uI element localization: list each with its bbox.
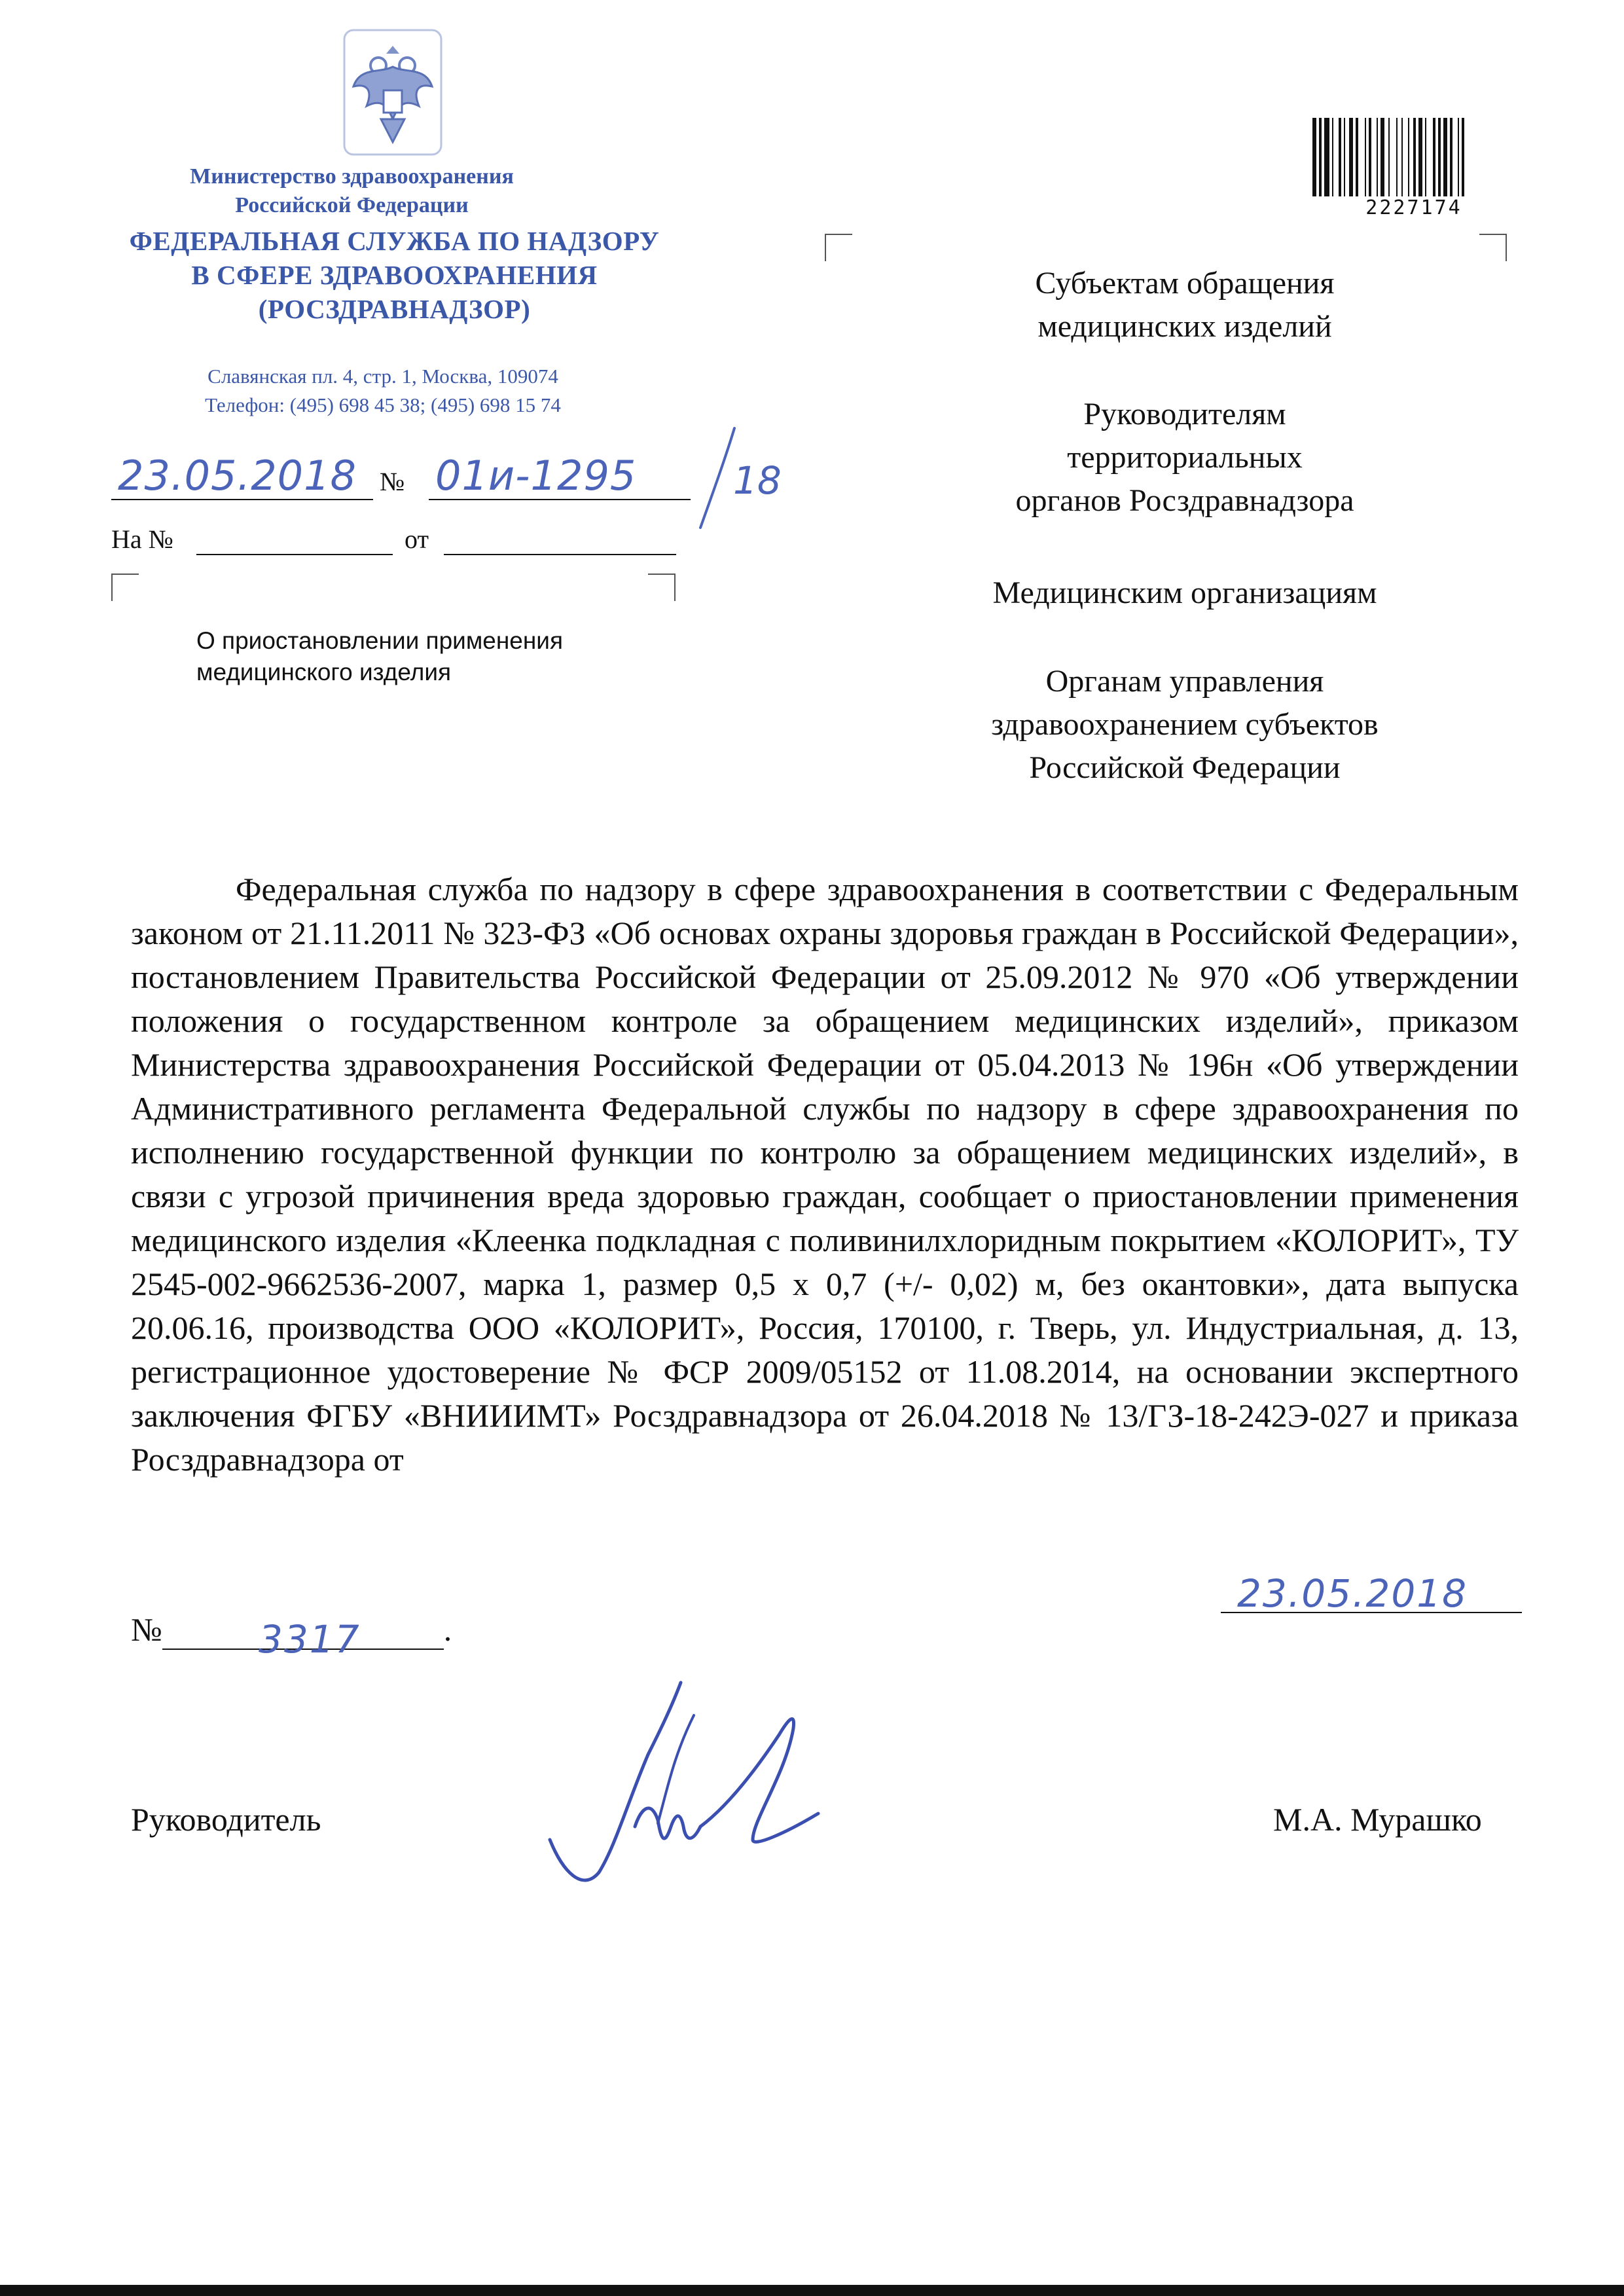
recipient-block [890,660,1479,790]
order-date-underline [1221,1612,1522,1613]
recipient-line: Руководителям [1083,397,1286,431]
registration-number-underline [429,499,691,500]
subject-bracket-right [648,574,676,601]
registration-date: 23.05.2018 [118,452,357,500]
recipient-line: Российской Федерации [1029,750,1341,785]
service-name [111,224,677,326]
letterhead-address [111,362,655,420]
order-number-label: № [131,1611,162,1648]
ministry-line-2: Российской Федерации [235,193,469,217]
registration-number-label: № [380,467,405,496]
barcode-number: 2227174 [1365,196,1462,219]
registration-number: 01и-1295 [435,452,637,500]
address-line: Славянская пл. 4, стр. 1, Москва, 109074 [208,365,558,388]
reply-from-blank [444,554,676,555]
barcode [1312,118,1509,200]
signatory-title: Руководитель [131,1801,321,1838]
recipient-line: Медицинским организациям [992,575,1377,610]
ministry-line-1: Министерство здравоохранения [190,164,514,189]
recipient-line: медицинских изделий [1038,309,1332,344]
recipient-line: органов Росздравнадзора [1015,483,1354,518]
coat-of-arms-emblem [340,27,445,158]
order-date-handwritten: 23.05.2018 [1237,1571,1468,1616]
address-bracket-left [825,234,852,261]
recipient-line: здравоохранением субъектов [991,707,1379,742]
service-line-3: (РОСЗДРАВНАДЗОР) [258,294,531,324]
service-line-2: В СФЕРЕ ЗДРАВООХРАНЕНИЯ [191,260,598,290]
subject-line-2: медицинского изделия [196,659,452,685]
recipient-block [890,572,1479,615]
letter-body: Федеральная служба по надзору в сфере здравоохранения в соответствии с Федеральным законом от 21.11.2011 № 323-ФЗ «Об основах охраны здоровья граждан в Российской Федерации», постановлением Правительства Российской Федерации от 25.09.2012 № 970 «Об утверждении положения о государственном контроле за обращением медицинских изделий», приказом Министерства здравоохранения Российской Федерации от 05.04.2013 № 196н «Об утверждении Административного регламента Федеральной службы по надзору в сфере здравоохранения по исполнению государственной функции по контролю за обращением медицинских изделий», в связи с угрозой причинения вреда здоровью граждан, сообщает о приостановлении применения медицинского изделия «Клеенка подкладная с поливинилхлоридным покрытием «КОЛОРИТ», ТУ 2545-002-9662536-2007, марка 1, размер 0,5 х 0,7 (+/- 0,02) м, без окантовки», дата выпуска 20.06.16, производства ООО «КОЛОРИТ», Россия, 170100, г. Тверь, ул. Индустриальная, д. 13, регистрационное удостоверение № ФСР 2009/05152 от 11.08.2014, на основании экспертного заключения ФГБУ «ВНИИИМТ» Росздравнадзора от 26.04.2018 № 13/ГЗ-18-242Э-027 и приказа Росздравнадзора от [131,871,1519,1478]
reply-to-label: На № [111,524,173,554]
letter-subject [196,625,563,688]
subject-bracket-left [111,574,139,601]
service-line-1: ФЕДЕРАЛЬНАЯ СЛУЖБА ПО НАДЗОРУ [129,226,660,256]
order-number-handwritten: 3317 [259,1617,361,1662]
handwritten-signature [537,1676,903,1925]
scan-edge-bar [0,2285,1624,2296]
ministry-name [111,162,592,220]
recipient-block [890,262,1479,348]
registration-number-suffix: 18 [733,458,782,503]
reply-to-blank [196,554,393,555]
phone-line: Телефон: (495) 698 45 38; (495) 698 15 74 [205,393,561,416]
recipient-block [890,393,1479,522]
subject-line-1: О приостановлении применения [196,627,564,654]
reply-from-label: от [405,524,429,554]
address-bracket-right [1479,234,1507,261]
recipient-line: территориальных [1067,440,1303,475]
recipient-line: Субъектам обращения [1035,266,1335,301]
recipient-line: Органам управления [1045,664,1324,699]
signatory-name: М.А. Мурашко [1273,1801,1482,1838]
registration-date-underline [111,499,373,500]
order-number-end: . [443,1611,452,1648]
